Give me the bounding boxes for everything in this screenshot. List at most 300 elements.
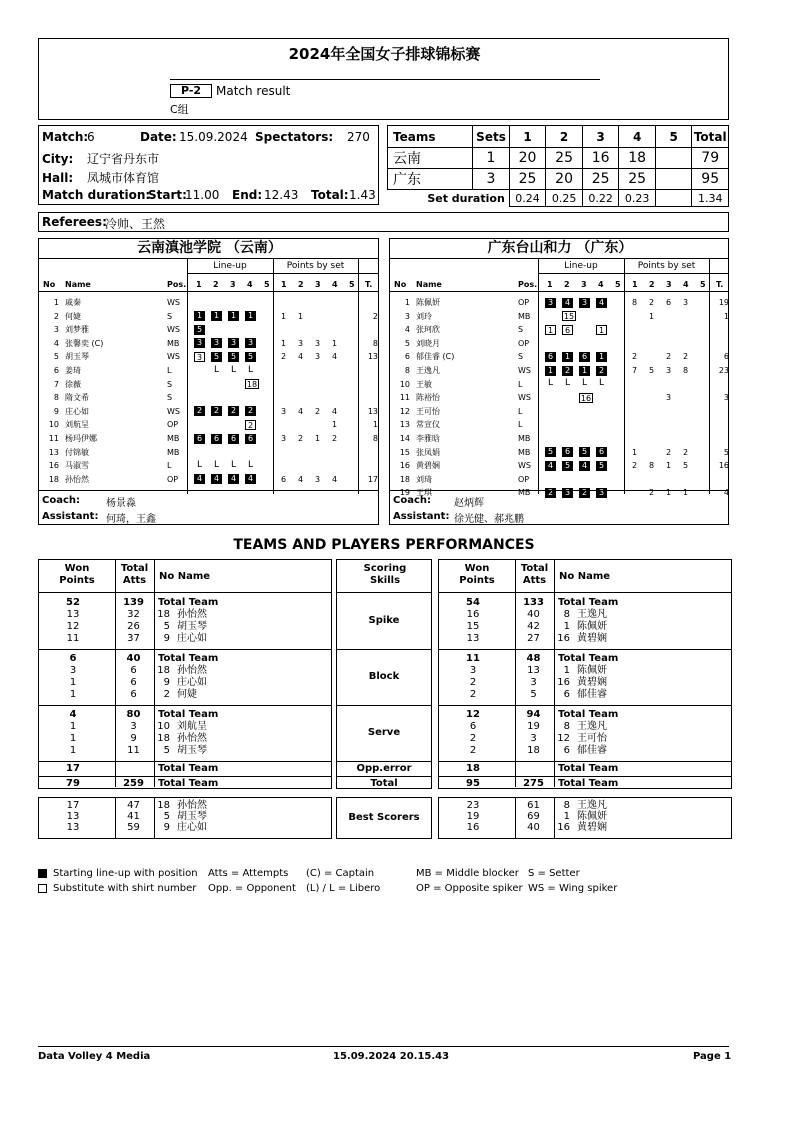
section-rule [38, 776, 332, 777]
player-name: Total Team [558, 653, 619, 664]
scoring-skills-header: Scoring Skills [363, 563, 407, 586]
libero-marker: L [213, 459, 219, 470]
player-number: 16 [557, 677, 570, 688]
points-set-cell: 1 [332, 420, 338, 430]
best-atts: 61 [527, 800, 540, 811]
lineup-cell [245, 378, 259, 391]
player-name: 陈佩妍 [416, 298, 440, 307]
player-name: 黄碧娴 [577, 677, 607, 688]
player-name: 杨玛伊娜 [65, 434, 97, 443]
points-set-cell: 4 [298, 352, 304, 362]
player-number: 1 [563, 621, 570, 632]
player-number: 9 [163, 677, 170, 688]
player-total-points: 13 [367, 352, 378, 362]
lineup-cell [596, 486, 607, 499]
player-number: 6 [563, 689, 570, 700]
lineup-cell [562, 323, 573, 336]
points-set-cell: 3 [315, 338, 321, 348]
lineup-cell [579, 391, 593, 404]
lineup-cell [545, 323, 556, 336]
col-lineup-set: 5 [615, 280, 621, 289]
won-points: 12 [466, 709, 480, 720]
column-header-rule [390, 291, 728, 292]
match-info-box [38, 125, 379, 205]
points-set-cell: 1 [332, 338, 338, 348]
lineup-cell [194, 350, 205, 363]
starting-position-badge: 4 [228, 474, 239, 484]
lineup-cell [562, 486, 573, 499]
won-points: 3 [469, 665, 477, 676]
col-pos: Pos. [518, 280, 538, 289]
player-number: 18 [157, 609, 170, 620]
player-number: 3 [53, 325, 59, 335]
footer-right: Page 1 [693, 1051, 732, 1062]
skill-label: Serve [367, 727, 401, 738]
points-set-cell: 8 [632, 298, 638, 307]
player-row [39, 310, 378, 323]
player-number: 18 [157, 665, 170, 676]
player-name: 陈佩妍 [577, 811, 607, 822]
lineup-cell [194, 337, 205, 350]
col-points-set: 4 [683, 280, 689, 289]
player-number: 8 [53, 393, 59, 403]
end-time: 12.43 [264, 188, 299, 202]
player-row [390, 418, 728, 431]
points-set-cell: 1 [666, 488, 672, 498]
starting-position-badge: 3 [228, 338, 239, 348]
set-duration-2: 0.25 [546, 190, 583, 207]
player-name: 庄心如 [65, 406, 89, 416]
player-position: OP [167, 474, 179, 484]
team-right-name: 广东台山和力 （广东） [487, 240, 633, 256]
player-total-points: 3 [723, 393, 729, 403]
won-points: 3 [69, 665, 77, 676]
referees-box [38, 212, 729, 232]
starting-position-badge: 5 [562, 461, 573, 471]
player-number: 1 [563, 811, 570, 822]
lineup-cell [596, 296, 607, 309]
player-name: Total Team [158, 709, 219, 720]
total-label: Total [370, 778, 398, 789]
player-number: 12 [399, 406, 410, 416]
points-set-cell: 4 [298, 474, 304, 484]
starting-position-badge: 1 [579, 366, 590, 376]
lineup-cell [596, 364, 607, 377]
total-atts: 6 [130, 665, 137, 676]
best-points: 13 [66, 811, 80, 822]
player-total-points: 8 [372, 338, 378, 348]
player-name: 孙怡然 [65, 474, 89, 484]
total-atts-header: Total Atts [120, 563, 149, 586]
points-set-cell: 6 [281, 474, 287, 484]
points-set-cell: 1 [315, 434, 321, 443]
player-total-points: 1 [372, 420, 378, 430]
player-row [390, 350, 728, 363]
won-points: 11 [66, 633, 80, 644]
sub-square-icon [38, 884, 47, 893]
player-name: 庄心如 [177, 677, 207, 688]
libero-marker: L [598, 378, 604, 389]
player-number: 10 [157, 721, 170, 732]
starting-position-badge: 2 [579, 488, 590, 498]
player-total-points: 17 [367, 474, 378, 484]
player-name: 王可怡 [577, 733, 607, 744]
player-position: S [518, 325, 524, 335]
points-set-cell: 2 [666, 352, 672, 362]
legend-start [38, 868, 198, 879]
player-number: 18 [157, 733, 170, 744]
player-row [390, 473, 728, 486]
legend-sub [38, 883, 196, 894]
player-name: Total Team [558, 597, 619, 608]
player-number: 10 [399, 379, 410, 389]
section-rule [336, 649, 432, 650]
total-atts: 26 [127, 621, 140, 632]
won-points-header: Won Points [59, 563, 95, 586]
starting-position-badge: 4 [211, 474, 222, 484]
best-atts: 59 [127, 822, 140, 833]
points-set-cell: 2 [332, 434, 338, 443]
total-atts: 11 [127, 745, 140, 756]
score-header-total: Total [692, 126, 729, 148]
roster-left-body [39, 258, 378, 494]
libero-marker: L [247, 459, 253, 470]
player-number: 7 [53, 379, 59, 389]
won-points: 54 [466, 597, 480, 608]
points-set-cell: 1 [666, 461, 672, 471]
player-total-points: 23 [718, 366, 729, 375]
player-position: WS [518, 393, 531, 403]
points-set-cell: 1 [649, 311, 655, 321]
points-set-cell: 8 [649, 461, 655, 471]
points-set-cell: 2 [666, 447, 672, 457]
report-code: P-2 [170, 84, 212, 98]
lineup-cell [596, 446, 607, 459]
player-name: 胡玉琴 [177, 811, 207, 822]
won-points: 11 [466, 653, 480, 664]
starting-position-badge: 2 [194, 406, 205, 416]
lineup-cell [211, 310, 222, 323]
skills-header [336, 559, 432, 593]
perf-right-header [438, 559, 732, 593]
lineup-cell [579, 459, 590, 472]
player-name: Total Team [158, 597, 219, 608]
substitute-badge: 1 [596, 325, 607, 335]
set-duration-3: 0.22 [582, 190, 619, 207]
player-name: 王敏 [416, 379, 432, 389]
player-position: MB [167, 338, 180, 348]
col-total: T. [365, 280, 373, 289]
player-row [39, 459, 378, 472]
score-set2: 25 [546, 148, 583, 169]
player-name: 常宣仪 [416, 420, 440, 430]
starting-position-badge: 5 [596, 461, 607, 471]
lineup-cell [245, 337, 256, 350]
score-header-set5: 5 [655, 126, 692, 148]
player-number: 10 [48, 420, 59, 430]
player-number: 5 [163, 811, 170, 822]
best-points: 19 [466, 811, 480, 822]
points-set-cell: 3 [298, 338, 304, 348]
score-header-sets: Sets [473, 126, 510, 148]
lineup-cell [211, 405, 222, 418]
points-header: Points by set [286, 261, 345, 271]
player-row [39, 323, 378, 336]
player-number: 13 [399, 420, 410, 430]
won-points: 1 [69, 733, 77, 744]
lineup-cell [596, 350, 607, 363]
player-name: 刘琦 [416, 474, 432, 484]
starting-position-badge: 5 [579, 447, 590, 457]
lineup-cell [579, 296, 590, 309]
lineup-cell [194, 459, 205, 472]
player-name: 黄碧娴 [416, 461, 440, 471]
score-header-row [388, 126, 729, 148]
player-position: WS [167, 352, 180, 362]
starting-position-badge: 4 [194, 474, 205, 484]
score-total: 95 [692, 169, 729, 190]
lineup-cell [579, 486, 590, 499]
set-duration-row [388, 190, 729, 207]
player-row [390, 405, 728, 418]
lineup-cell [545, 364, 556, 377]
player-name: 孙怡然 [177, 800, 207, 811]
coach-name: 杨景淼 [106, 498, 136, 509]
no-name-header: No Name [559, 571, 611, 582]
score-set4: 18 [619, 148, 656, 169]
player-number: 3 [404, 311, 410, 321]
won-points: 1 [69, 677, 77, 688]
lineup-cell [245, 432, 256, 445]
player-name: 何婕 [65, 311, 81, 321]
player-row [39, 405, 378, 418]
starting-position-badge: 4 [245, 474, 256, 484]
best-atts: 41 [127, 811, 140, 822]
player-name: 王逸凡 [577, 721, 607, 732]
total-atts: 18 [527, 745, 540, 756]
player-total-points: 19 [718, 298, 729, 307]
col-no: No [43, 280, 56, 289]
col-pos: Pos. [167, 280, 187, 289]
lineup-cell [228, 473, 239, 486]
coach-label: Coach: [393, 495, 432, 506]
best-atts: 47 [127, 800, 140, 811]
total-atts-header: Total Atts [520, 563, 549, 586]
libero-marker: L [581, 378, 587, 389]
roster-right-body [390, 258, 729, 498]
player-number: 9 [163, 822, 170, 833]
player-number: 8 [563, 609, 570, 620]
libero-marker: L [230, 459, 236, 470]
starting-position-badge: 5 [545, 447, 556, 457]
player-position: S [167, 311, 173, 321]
points-set-cell: 1 [281, 338, 287, 348]
points-set-cell: 1 [632, 447, 638, 457]
lineup-cell [194, 323, 205, 336]
starting-position-badge: 1 [194, 311, 205, 321]
points-set-cell: 2 [649, 298, 655, 307]
col-points-set: 3 [666, 280, 672, 289]
col-points-set: 2 [649, 280, 655, 289]
player-number: 19 [399, 488, 410, 498]
lineup-cell [579, 446, 590, 459]
lineup-cell [579, 364, 590, 377]
points-set-cell: 2 [683, 352, 689, 362]
referees-value: 冷帅、王然 [105, 217, 166, 231]
total-atts: 6 [130, 677, 137, 688]
won-points: 52 [66, 597, 80, 608]
col-divider [154, 593, 155, 787]
starting-position-badge: 3 [194, 338, 205, 348]
starting-position-badge: 1 [596, 352, 607, 362]
start-square-icon [38, 869, 47, 878]
player-name: 付锦敏 [65, 447, 89, 457]
starting-position-badge: 2 [545, 488, 556, 498]
section-rule [336, 705, 432, 706]
section-rule [438, 649, 732, 650]
starting-position-badge: 6 [245, 434, 256, 444]
player-row [390, 459, 728, 472]
hall-value: 凤城市体育馆 [87, 171, 160, 185]
points-set-cell: 3 [281, 434, 287, 443]
lineup-cell [562, 446, 573, 459]
points-set-cell: 2 [315, 406, 321, 416]
points-set-cell: 4 [298, 406, 304, 416]
player-name: 隋文希 [65, 393, 89, 403]
player-number: 6 [563, 745, 570, 756]
best-points: 16 [466, 822, 480, 833]
section-rule [438, 776, 732, 777]
start-time: 11.00 [185, 188, 220, 202]
lineup-cell [194, 405, 205, 418]
player-name: 刘梦雅 [65, 325, 89, 335]
total-atts: 37 [127, 633, 140, 644]
player-number: 18 [48, 474, 59, 484]
player-name: 孙怡然 [177, 733, 207, 744]
group-label: C组 [170, 103, 189, 116]
player-number: 11 [48, 434, 59, 443]
score-set1: 25 [509, 169, 546, 190]
score-set4: 25 [619, 169, 656, 190]
starting-position-badge: 3 [245, 338, 256, 348]
col-divider [154, 798, 155, 838]
total-atts: 6 [130, 689, 137, 700]
lineup-cell [228, 459, 239, 472]
score-header-teams: Teams [388, 126, 473, 148]
page-title: 2024年全国女子排球锦标赛 [288, 45, 481, 63]
end-label: End: [232, 188, 263, 202]
total-points: 79 [66, 778, 80, 789]
col-lineup-set: 2 [213, 280, 219, 289]
total-atts: 3 [530, 677, 537, 688]
starting-position-badge: 2 [211, 406, 222, 416]
lineup-cell [545, 486, 556, 499]
total-atts: 80 [126, 709, 141, 720]
player-position: MB [518, 447, 531, 457]
lineup-cell [596, 323, 607, 336]
coach-name: 赵炳辉 [454, 498, 484, 509]
substitute-badge: 2 [245, 420, 256, 430]
points-set-cell: 4 [332, 406, 338, 416]
col-points-set: 4 [332, 280, 338, 289]
title-rule [170, 79, 600, 80]
player-row [39, 391, 378, 404]
player-name: 黄碧娴 [577, 822, 607, 833]
performance-title: TEAMS AND PLAYERS PERFORMANCES [233, 537, 535, 553]
player-number: 8 [563, 800, 570, 811]
lineup-cell [245, 350, 256, 363]
points-set-cell: 2 [298, 434, 304, 443]
no-name-header: No Name [159, 571, 211, 582]
points-set-cell: 1 [683, 488, 689, 498]
match-number: 6 [87, 130, 95, 144]
starting-position-badge: 3 [211, 338, 222, 348]
col-no: No [394, 280, 407, 289]
points-set-cell: 2 [683, 447, 689, 457]
legend-mb: MB = Middle blocker [416, 868, 519, 879]
player-number: 2 [53, 311, 59, 321]
total-atts: 9 [130, 733, 137, 744]
starting-position-badge: 3 [562, 488, 573, 498]
lineup-cell [245, 364, 256, 377]
player-name: 陈裕怡 [416, 393, 440, 403]
player-name: 张凤娟 [416, 447, 440, 457]
duration-label: Match duration: [42, 188, 151, 202]
set-duration-label: Set duration [427, 191, 505, 205]
total-atts: 42 [527, 621, 540, 632]
libero-marker: L [213, 364, 219, 375]
lineup-cell [211, 473, 222, 486]
roster-left [38, 238, 379, 525]
player-position: S [518, 352, 524, 362]
player-total-points: 16 [718, 461, 729, 471]
perf-left-header [38, 559, 332, 593]
starting-position-badge: 2 [596, 366, 607, 376]
player-position: L [167, 366, 172, 375]
won-points: 4 [69, 709, 77, 720]
player-name: 孙怡然 [177, 665, 207, 676]
lineup-cell [245, 418, 256, 431]
player-row [390, 296, 728, 309]
won-points: 2 [469, 677, 477, 688]
lineup-cell [596, 459, 607, 472]
score-header-set1: 1 [509, 126, 546, 148]
player-number: 9 [53, 406, 59, 416]
total-atts: 275 [523, 778, 544, 789]
lineup-cell [545, 350, 556, 363]
col-points-set: 5 [349, 280, 355, 289]
player-row [390, 323, 728, 336]
score-table [387, 125, 729, 207]
player-name: 孙怡然 [177, 609, 207, 620]
player-position: OP [518, 338, 530, 348]
player-name: 王逸凡 [416, 366, 440, 375]
lineup-cell [579, 378, 590, 391]
hall-label: Hall: [42, 171, 74, 185]
score-set3: 16 [582, 148, 619, 169]
points-set-cell: 3 [666, 366, 672, 375]
player-position: OP [518, 474, 530, 484]
lineup-cell [228, 350, 239, 363]
date-label: Date: [140, 130, 177, 144]
player-name: 刘航呈 [65, 420, 89, 430]
player-row [39, 378, 378, 391]
lineup-cell [545, 446, 556, 459]
player-position: MB [167, 447, 180, 457]
points-header: Points by set [637, 261, 696, 271]
substitute-badge: 6 [562, 325, 573, 335]
player-position: MB [518, 311, 531, 321]
